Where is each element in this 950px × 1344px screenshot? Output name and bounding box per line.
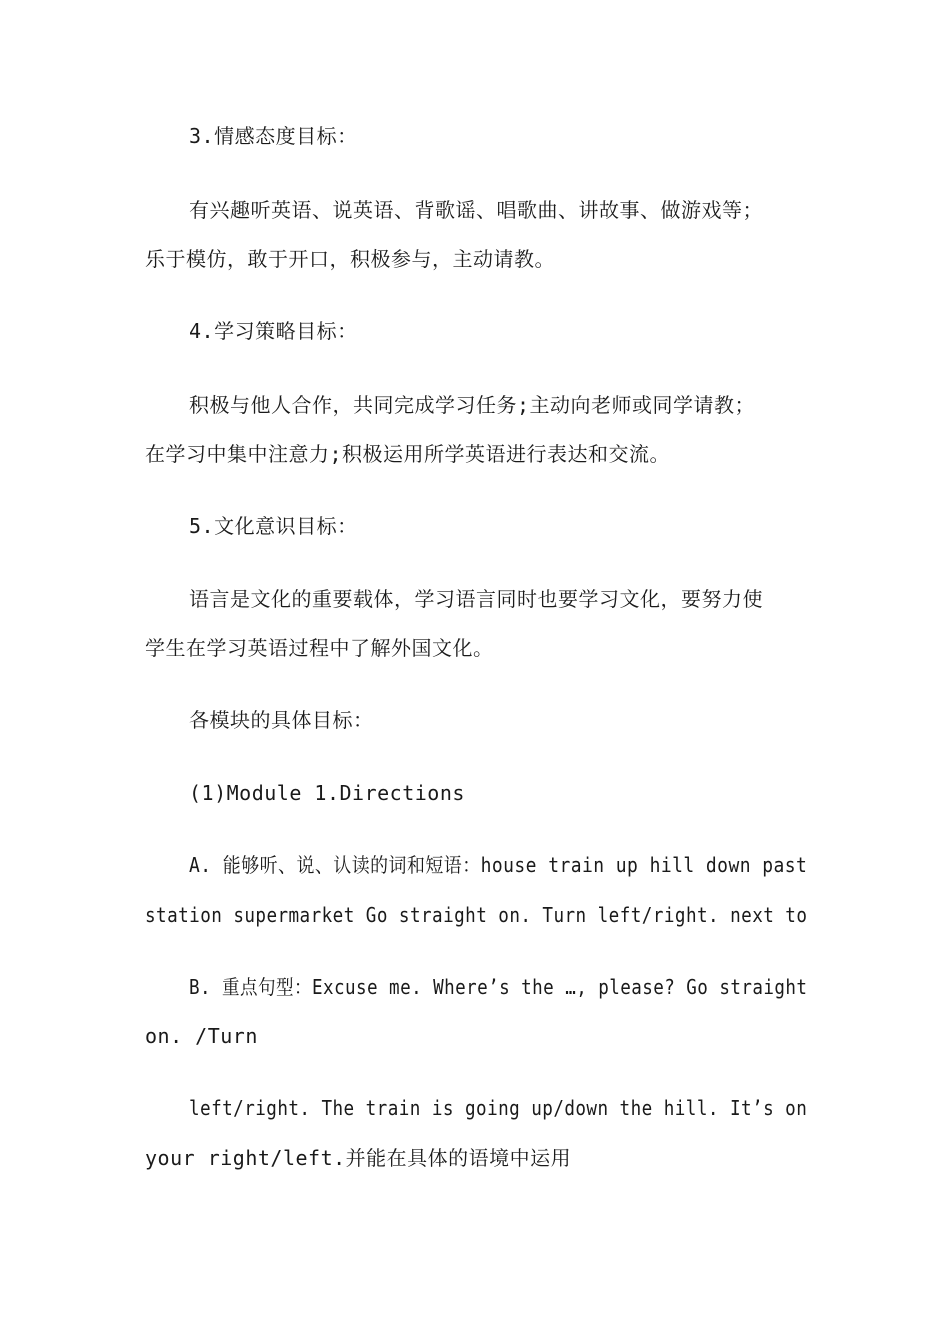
paragraph-culture-line-2: 学生在学习英语过程中了解外国文化。 <box>145 636 494 660</box>
paragraph-culture-line-1: 语言是文化的重要载体，学习语言同时也要学习文化，要努力使 <box>189 587 763 611</box>
paragraph-emotional-line-1: 有兴趣听英语、说英语、背歌谣、唱歌曲、讲故事、做游戏等； <box>189 198 763 222</box>
paragraph-emotional-line-2: 乐于模仿，敢于开口，积极参与，主动请教。 <box>145 247 555 271</box>
module-1-title: (1)Module 1.Directions <box>189 781 465 805</box>
item-c-line-1: left/right. The train is going up/down the hill. It’s on <box>189 1096 808 1120</box>
item-c-line-2: your right/left.并能在具体的语境中运用 <box>145 1146 572 1170</box>
paragraph-strategy-line-2: 在学习中集中注意力;积极运用所学英语进行表达和交流。 <box>145 442 671 466</box>
heading-module-goals: 各模块的具体目标： <box>189 708 374 732</box>
heading-cultural-awareness-goals: 5.文化意识目标： <box>189 514 358 538</box>
item-b-line-1: B. 重点句型：Excuse me. Where’s the …, please? Go straight <box>189 975 808 999</box>
paragraph-strategy-line-1: 积极与他人合作，共同完成学习任务;主动向老师或同学请教； <box>189 393 756 417</box>
item-a-line-2: station supermarket Go straight on. Turn left/right. next to <box>145 903 808 927</box>
item-a-line-1: A. 能够听、说、认读的词和短语：house train up hill down past <box>189 853 808 877</box>
heading-learning-strategy-goals: 4.学习策略目标： <box>189 319 358 343</box>
item-b-line-2: on. /Turn <box>145 1024 258 1048</box>
heading-emotional-goals: 3.情感态度目标： <box>189 124 358 148</box>
